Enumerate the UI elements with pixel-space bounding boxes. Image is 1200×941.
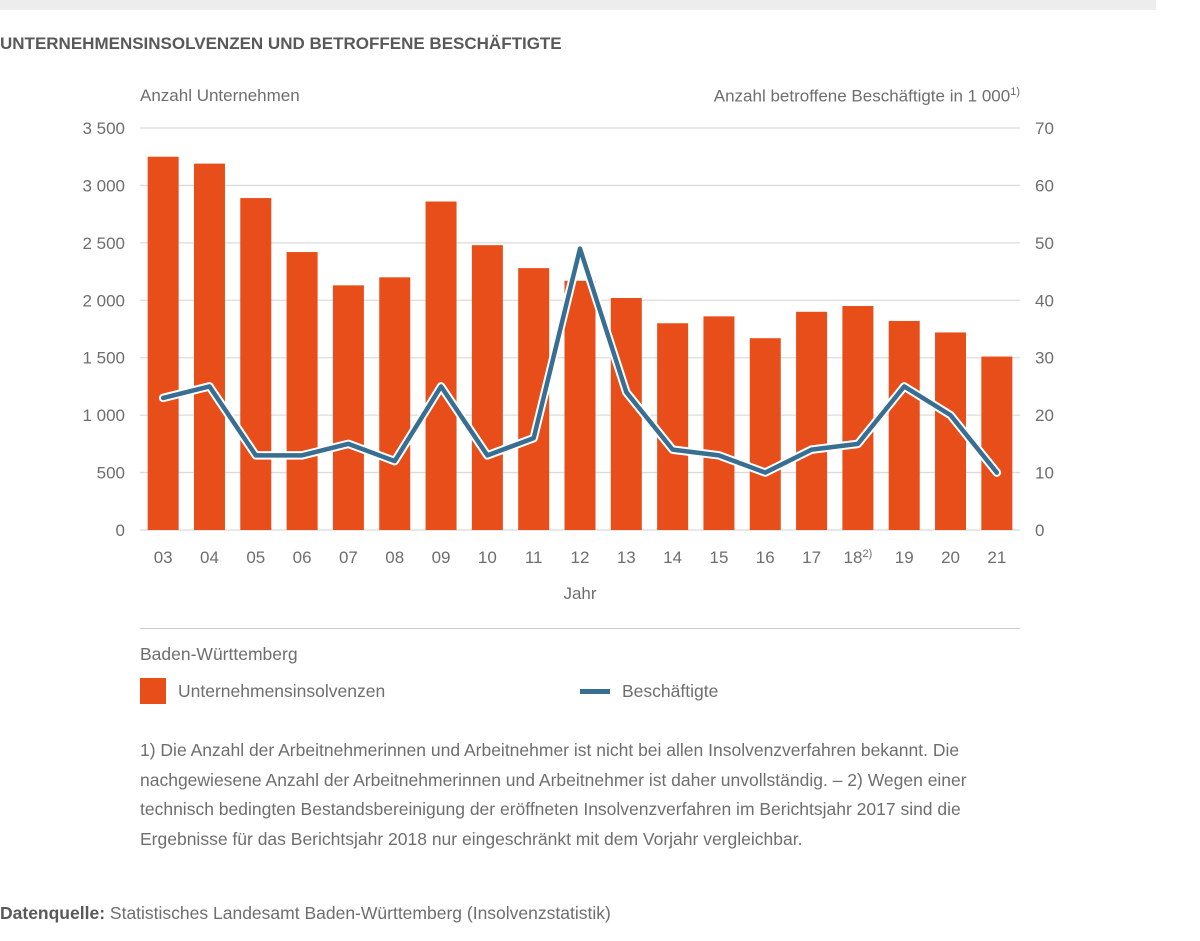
legend-bar-swatch xyxy=(140,678,166,704)
bar-13 xyxy=(611,298,642,530)
right-axis-tick-label: 20 xyxy=(1035,406,1054,426)
legend-label-unternehmensinsolvenzen: Unternehmensinsolvenzen xyxy=(178,681,386,701)
left-axis-title: Anzahl Unternehmen xyxy=(140,86,300,105)
right-axis-title-text: Anzahl betroffene Beschäftigte in 1 000 xyxy=(713,86,1011,106)
bar-18 xyxy=(842,306,873,530)
x-axis-tick-label-12: 12 xyxy=(570,548,590,567)
bar-09 xyxy=(426,202,457,530)
x-axis-tick-label-04: 04 xyxy=(200,548,219,567)
bar-05 xyxy=(240,198,271,530)
bar-21 xyxy=(981,357,1012,530)
left-axis-tick-label: 2 500 xyxy=(82,233,125,253)
data-source xyxy=(0,903,611,924)
x-axis-tick-label-21: 21 xyxy=(987,548,1007,567)
footnote-text: 1) Die Anzahl der Arbeitnehmerinnen und Arbeitnehmer ist nicht bei allen Insolvenzverfahren bekannt. Die nachgewiesene Anzahl der Arbeitnehmerinnen und Arbeitnehmer ist daher unvollständig. – 2) Wegen einer technisch bedingten Bestandsbereinigung der eröffneten Insolvenzverfahren im Berichtsjahr 2017 sind die Ergebnisse für das Berichtsjahr 2018 nur eingeschränkt mit dem Vorjahr vergleichbar. xyxy=(140,740,967,849)
bar-17 xyxy=(796,312,827,530)
x-axis-tick-label-19: 19 xyxy=(894,548,914,567)
x-axis-tick-label-06: 06 xyxy=(292,548,312,567)
left-axis-tick-label: 1 000 xyxy=(82,406,125,426)
chart-legend xyxy=(140,678,1020,706)
bar-14 xyxy=(657,323,688,530)
bar-15 xyxy=(703,316,734,530)
top-decoration-bar xyxy=(0,0,1156,10)
x-axis-tick-label-16: 16 xyxy=(755,548,775,567)
right-axis-tick-label: 50 xyxy=(1035,233,1054,253)
x-axis-tick-label-17: 17 xyxy=(802,548,822,567)
x-axis-title: Jahr xyxy=(563,584,597,603)
bar-07 xyxy=(333,285,364,530)
left-axis-tick-label: 3 500 xyxy=(82,119,125,138)
x-axis-tick-label-15: 15 xyxy=(709,548,729,567)
bar-10 xyxy=(472,245,503,530)
x-axis-tick-label-10: 10 xyxy=(477,548,497,567)
right-axis-tick-label: 10 xyxy=(1035,463,1054,483)
page-title: UNTERNEHMENSINSOLVENZEN UND BETROFFENE BESCHÄFTIGTE xyxy=(0,34,562,53)
right-axis-title xyxy=(714,86,1020,107)
x-axis-tick-label-14: 14 xyxy=(663,548,683,567)
source-text: Statistisches Landesamt Baden-Württemberg (Insolvenzstatistik) xyxy=(109,903,611,923)
x-axis-tick-label-11: 11 xyxy=(524,548,543,567)
bar-08 xyxy=(379,277,410,530)
right-axis-tick-label: 30 xyxy=(1035,348,1054,368)
bar-03 xyxy=(148,157,179,530)
right-axis-title-footnote-marker: 1) xyxy=(1010,86,1020,98)
bar-06 xyxy=(287,252,318,530)
legend-divider xyxy=(140,628,1020,629)
x-axis-tick-label-07: 07 xyxy=(338,548,358,567)
insolvency-chart xyxy=(0,110,1120,610)
left-axis-tick-label: 500 xyxy=(96,463,125,483)
right-axis-tick-label: 40 xyxy=(1035,291,1054,311)
bar-04 xyxy=(194,164,225,530)
right-axis-tick-label: 70 xyxy=(1035,119,1054,138)
x-axis-tick-label-18: 18$^{2)}$ xyxy=(843,548,873,567)
x-axis-tick-label-13: 13 xyxy=(616,548,636,567)
right-axis-tick-label: 60 xyxy=(1035,176,1054,196)
x-axis-tick-label-08: 08 xyxy=(385,548,405,567)
left-axis-tick-label: 3 000 xyxy=(82,176,125,196)
legend-label-beschaeftigte: Beschäftigte xyxy=(622,681,719,701)
x-axis-tick-label-05: 05 xyxy=(246,548,266,567)
x-axis-tick-label-03: 03 xyxy=(153,548,173,567)
x-axis-tick-label-09: 09 xyxy=(431,548,451,567)
region-label: Baden-Württemberg xyxy=(140,644,298,664)
left-axis-tick-label: 2 000 xyxy=(82,291,125,311)
source-label: Datenquelle: xyxy=(0,903,106,923)
right-axis-tick-label: 0 xyxy=(1035,521,1045,540)
left-axis-tick-label: 0 xyxy=(115,521,125,540)
x-axis-tick-label-20: 20 xyxy=(941,548,960,567)
left-axis-tick-label: 1 500 xyxy=(82,348,125,368)
bar-19 xyxy=(889,321,920,530)
bar-12 xyxy=(565,281,596,530)
bar-16 xyxy=(750,338,781,530)
legend-line-swatch xyxy=(580,689,610,694)
